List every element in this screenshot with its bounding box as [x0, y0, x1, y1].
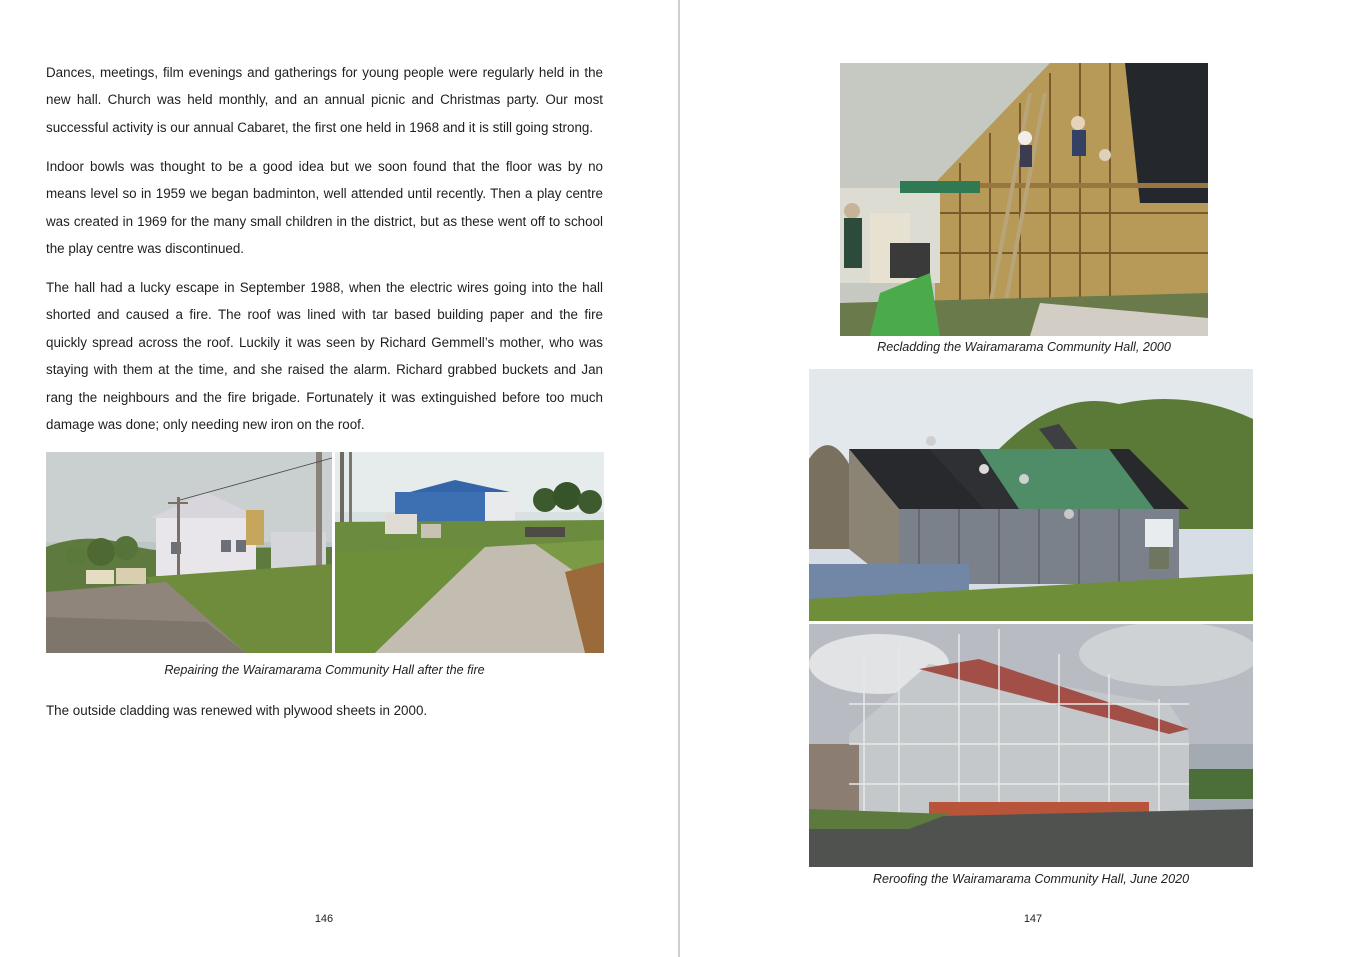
photo-recladding-2000 [840, 63, 1208, 336]
page-number-left: 146 [314, 913, 334, 925]
photo-reroofing-roof [809, 369, 1253, 621]
left-page [0, 0, 678, 957]
photo-caption-recladding: Recladding the Wairamarama Community Hall, 2000 [877, 340, 1171, 354]
paragraph-cladding: The outside cladding was renewed with plywood sheets in 2000. [46, 703, 428, 718]
right-page [680, 0, 1357, 957]
paragraph-bowls-badminton: Indoor bowls was thought to be a good idea but we soon found that the floor was by no means level so in 1959 we began badminton, well attended until recently. Then a play centre was created in 1969 for the many small children in the district, but as these went off to school the play centre was discontinued. [46, 159, 603, 257]
photo-hall-after-fire-gravel-road [335, 452, 604, 653]
paragraph-activities: Dances, meetings, film evenings and gatherings for young people were regularly held in the new hall. Church was held monthly, and an annual picnic and Christmas party. Our most successful activity is our annual Cabaret, the first one held in 1968 and it is still going strong. [46, 65, 603, 135]
photo-caption-after-fire: Repairing the Wairamarama Community Hall after the fire [164, 663, 485, 677]
photo-caption-reroofing: Reroofing the Wairamarama Community Hall, June 2020 [872, 872, 1190, 886]
photo-reroofing-scaffolding [809, 624, 1253, 867]
paragraph-fire: The hall had a lucky escape in September 1988, when the electric wires going into the hall shorted and caused a fire. The roof was lined with tar based building paper and the fire quickly spread across the roof. Luckily it was seen by Richard Gemmell’s mother, who was staying with them at the time, and she raised the alarm. Richard grabbed buckets and Jan rang the neighbours and the fire brigade. Fortunately it was extinguished before too much damage was done; only needing new iron on the roof. [46, 280, 603, 433]
page-number-right: 147 [1023, 913, 1043, 925]
photo-hall-after-fire-road [46, 452, 332, 653]
